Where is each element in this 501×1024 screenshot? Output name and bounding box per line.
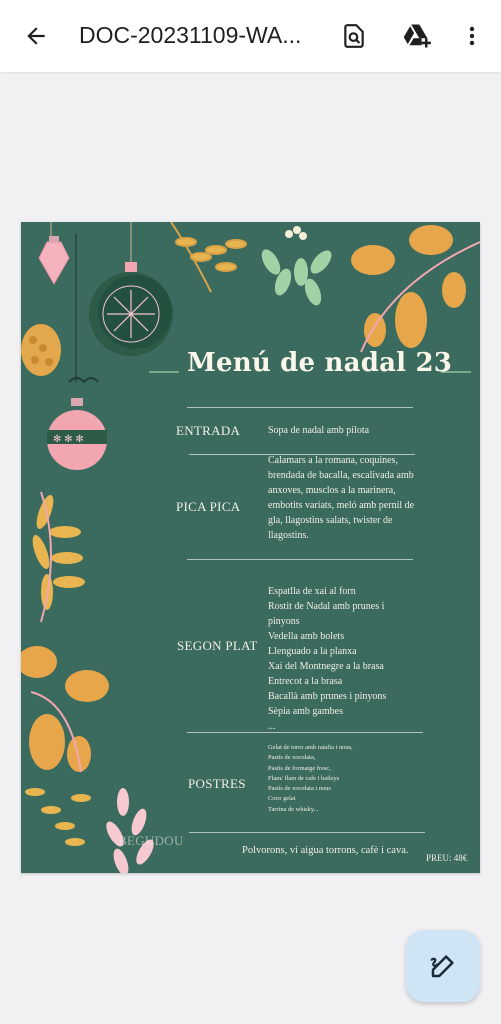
- section-text-segon-plat: [268, 584, 428, 734]
- edit-pen-icon: [428, 951, 458, 981]
- menu-line: Calamars a la romana, coquines,: [268, 455, 398, 466]
- edit-fab-button[interactable]: [406, 930, 480, 1002]
- menu-title: Menú de nadal 23: [187, 348, 453, 378]
- section-text-postres: [268, 743, 353, 815]
- menu-line: Pastís de xocolata i nous: [268, 785, 331, 793]
- divider: [187, 559, 413, 560]
- find-in-document-button[interactable]: [336, 18, 372, 54]
- add-to-drive-button[interactable]: [399, 18, 435, 54]
- section-label-pica-pica: PICA PICA: [176, 499, 241, 514]
- menu-line: brendada de bacalla, escalivada amb: [268, 470, 414, 481]
- menu-line: Pastís de formatge fresc,: [268, 764, 331, 772]
- document-page: [21, 222, 480, 873]
- menu-line: Flam/ flam de cafe i baileys: [268, 774, 340, 782]
- menu-line: Coco gelat: [268, 795, 296, 803]
- divider: [189, 832, 425, 833]
- section-label-postres: POSTRES: [188, 776, 246, 791]
- section-text-entrada: Sopa de nadal amb pilota: [268, 425, 370, 436]
- menu-line: Espatlla de xai al forn: [268, 586, 356, 597]
- menu-line: anxoves, musclos a la marinera,: [268, 485, 396, 496]
- menu-line: pinyons: [268, 616, 300, 627]
- menu-line: llagostins.: [268, 530, 309, 541]
- christmas-decorations-illustration: [21, 222, 480, 873]
- price-label: PREU: 48€: [426, 853, 468, 863]
- back-button[interactable]: [18, 18, 54, 54]
- section-label-begudou: BEGUDOU: [118, 833, 184, 848]
- divider: [187, 732, 423, 733]
- menu-line: Pastís de xocolata,: [268, 754, 316, 762]
- menu-line: Llenguado a la planxa: [268, 646, 357, 657]
- section-text-pica-pica: [268, 453, 431, 543]
- menu-line: Xai del Montnegre a la brasa: [268, 661, 384, 672]
- menu-line: Gelat de torro amb ratafia i nous,: [268, 744, 353, 751]
- menu-line: ...: [268, 721, 276, 732]
- menu-line: Entrecot a la brasa: [268, 676, 343, 687]
- menu-line: embotits variats, meló amb pernil de: [268, 500, 415, 511]
- add-to-drive-icon: [402, 22, 432, 50]
- menu-line: gla, llagostins salats, twister de: [268, 515, 393, 526]
- menu-line: Tarrina de whisky...: [268, 805, 319, 813]
- svg-text:✻ ✻ ✻: ✻ ✻ ✻: [53, 434, 84, 445]
- more-options-button[interactable]: [454, 18, 490, 54]
- menu-line: Vedella amb bolets: [268, 631, 345, 642]
- arrow-back-icon: [23, 23, 49, 49]
- menu-line: Sèpia amb gambes: [268, 706, 343, 717]
- menu-line: Bacallà amb prunes i pinyons: [268, 691, 387, 702]
- more-vertical-icon: [460, 24, 484, 48]
- section-text-final: Polvorons, vi aigua torrons, cafè i cava.: [242, 845, 409, 856]
- menu-line: Rostit de Nadal amb prunes i: [268, 601, 385, 612]
- document-title: DOC-20231109-WA...: [79, 22, 302, 48]
- section-label-entrada: ENTRADA: [176, 423, 241, 438]
- top-app-bar: [0, 0, 501, 72]
- section-label-segon-plat: SEGON PLAT: [177, 638, 258, 653]
- divider: [187, 407, 413, 408]
- find-in-document-icon: [341, 23, 367, 49]
